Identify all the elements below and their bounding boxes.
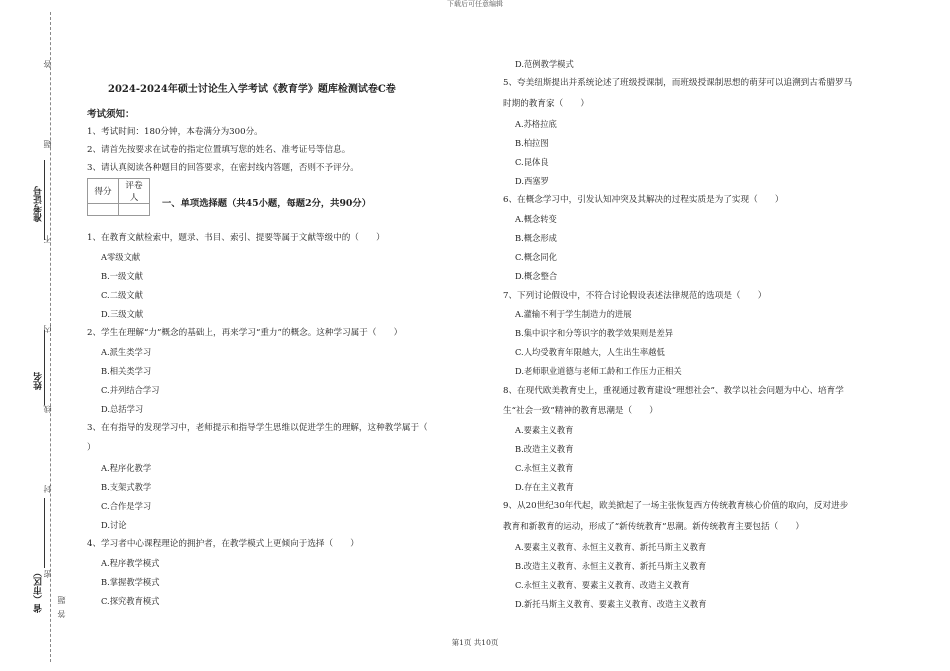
question-option: C.概念同化 — [515, 252, 557, 262]
question-option: B.支架式教学 — [101, 482, 152, 492]
province-label: 省（市区） — [34, 568, 44, 613]
id-number-write-line — [44, 160, 45, 240]
question-option: C.永恒主义教育 — [515, 463, 574, 473]
header-note: 下载后可任意编辑 — [447, 0, 503, 8]
binding-mark: 答 — [43, 60, 52, 68]
question-stem: 3、在有指导的发现学习中，老师提示和指导学生思维以促进学生的理解，这种教学属于（ — [87, 423, 428, 433]
binding-mark: 不 — [43, 235, 52, 243]
question-option: D.西塞罗 — [515, 176, 549, 186]
score-table — [87, 178, 150, 216]
binding-mark: 内 — [43, 325, 52, 333]
question-option: D.新托马斯主义教育、要素主义教育、改造主义教育 — [515, 599, 707, 609]
question-option: D.总括学习 — [101, 404, 144, 414]
question-option: A.要素主义教育、永恒主义教育、新托马斯主义教育 — [515, 542, 707, 552]
question-stem-cont: 教育和新教育的运动，形成了“新传统教育”思潮。新传统教育主要包括（ ） — [503, 522, 804, 532]
question-option: B.改造主义教育、永恒主义教育、新托马斯主义教育 — [515, 561, 707, 571]
question-option: A.要素主义教育 — [515, 425, 574, 435]
question-option: C.探究教育模式 — [101, 596, 160, 606]
notice-heading: 考试须知： — [87, 109, 135, 120]
question-option: A.派生类学习 — [101, 347, 152, 357]
question-option: D.存在主义教育 — [515, 482, 574, 492]
question-option: C.并列结合学习 — [101, 385, 160, 395]
question-stem: 7、下列讨论假设中，不符合讨论假设表述法律规范的选项是（ ） — [503, 291, 767, 301]
section-title: 一、单项选择题（共45小题，每题2分，共90分） — [162, 198, 371, 209]
notice-item: 3、请认真阅读各种题目的回答要求，在密封线内答题，否则不予评分。 — [87, 163, 359, 173]
question-stem: 2、学生在理解“力”概念的基础上，再来学习“重力”的概念。这种学习属于（ ） — [87, 328, 403, 338]
page-number: 第1页 共10页 — [451, 638, 499, 647]
notice-item: 2、请首先按要求在试卷的指定位置填写您的姓名、准考证号等信息。 — [87, 145, 351, 155]
binding-mark: 答 — [57, 610, 66, 618]
exam-title: 2024-2024年硕士讨论生入学考试《教育学》题库检测试卷C卷 — [108, 84, 396, 95]
question-option: D.范例教学模式 — [515, 59, 574, 69]
question-option: A.灌输不利于学生制造力的进展 — [515, 309, 632, 319]
question-stem-cont: 生“社会一致”精神的教育思潮是（ ） — [503, 406, 658, 416]
grader-header: 评卷人 — [119, 179, 150, 204]
question-option: D.讨论 — [101, 520, 127, 530]
notice-item: 1、考试时间：180分钟，本卷满分为300分。 — [87, 127, 263, 137]
question-option: A.概念转变 — [515, 214, 557, 224]
question-stem: 6、在概念学习中，引发认知冲突及其解决的过程实质是为了实现（ ） — [503, 195, 784, 205]
question-option: C.合作是学习 — [101, 501, 152, 511]
question-option: C.二级文献 — [101, 290, 143, 300]
question-stem: 9、从20世纪30年代起，欧美掀起了一场主张恢复西方传统教育核心价值的取向，反对进步 — [503, 501, 849, 511]
name-label: 姓名 — [34, 372, 44, 390]
question-option: C.人均受教育年限越大，人生出生率越低 — [515, 347, 665, 357]
question-option: B.相关类学习 — [101, 366, 152, 376]
binding-mark: 题 — [57, 596, 66, 604]
question-option: A.程序教学模式 — [101, 558, 160, 568]
binding-mark: 封 — [43, 485, 52, 493]
question-option: B.改造主义教育 — [515, 444, 574, 454]
grader-cell[interactable] — [119, 204, 150, 216]
question-option: B.概念形成 — [515, 233, 557, 243]
score-header: 得分 — [88, 179, 119, 204]
id-number-label: 准考证号 — [34, 186, 44, 222]
name-write-line — [44, 330, 45, 405]
question-stem: 1、在教育文献检索中，题录、书目、索引、提要等属于文献等级中的（ ） — [87, 233, 385, 243]
question-stem: 4、学习者中心课程理论的拥护者，在教学模式上更倾向于选择（ ） — [87, 539, 359, 549]
binding-mark: 密 — [43, 570, 52, 578]
question-stem: 5、夸美纽斯提出并系统论述了班级授课制，而班级授课制思想的萌芽可以追溯到古希腊罗马 — [503, 78, 853, 88]
binding-mark: 题 — [43, 140, 52, 148]
question-option: A零级文献 — [101, 252, 141, 262]
question-option: A.程序化教学 — [101, 463, 152, 473]
question-option: B.一级文献 — [101, 271, 143, 281]
question-option: A.苏格拉底 — [515, 119, 557, 129]
question-option: D.老师职业道德与老师工龄和工作压力正相关 — [515, 366, 682, 376]
question-stem-cont: 时期的教育家（ ） — [503, 99, 589, 109]
question-stem-cont: ） — [87, 443, 96, 453]
question-option: C.昆体良 — [515, 157, 549, 167]
binding-mark: 线 — [43, 405, 52, 413]
question-option: D.概念整合 — [515, 271, 558, 281]
question-stem: 8、在现代欧美教育史上，重视通过教育建设“理想社会”、教学以社会问题为中心、培育学 — [503, 386, 844, 396]
score-cell[interactable] — [88, 204, 119, 216]
binding-dashed-line — [50, 12, 51, 662]
question-option: D.三级文献 — [101, 309, 144, 319]
question-option: B.集中识字和分等识字的教学效果则是差异 — [515, 328, 674, 338]
province-write-line — [44, 498, 45, 568]
question-option: C.永恒主义教育、要素主义教育、改造主义教育 — [515, 580, 690, 590]
question-option: B.掌握教学模式 — [101, 577, 160, 587]
question-option: B.柏拉图 — [515, 138, 549, 148]
